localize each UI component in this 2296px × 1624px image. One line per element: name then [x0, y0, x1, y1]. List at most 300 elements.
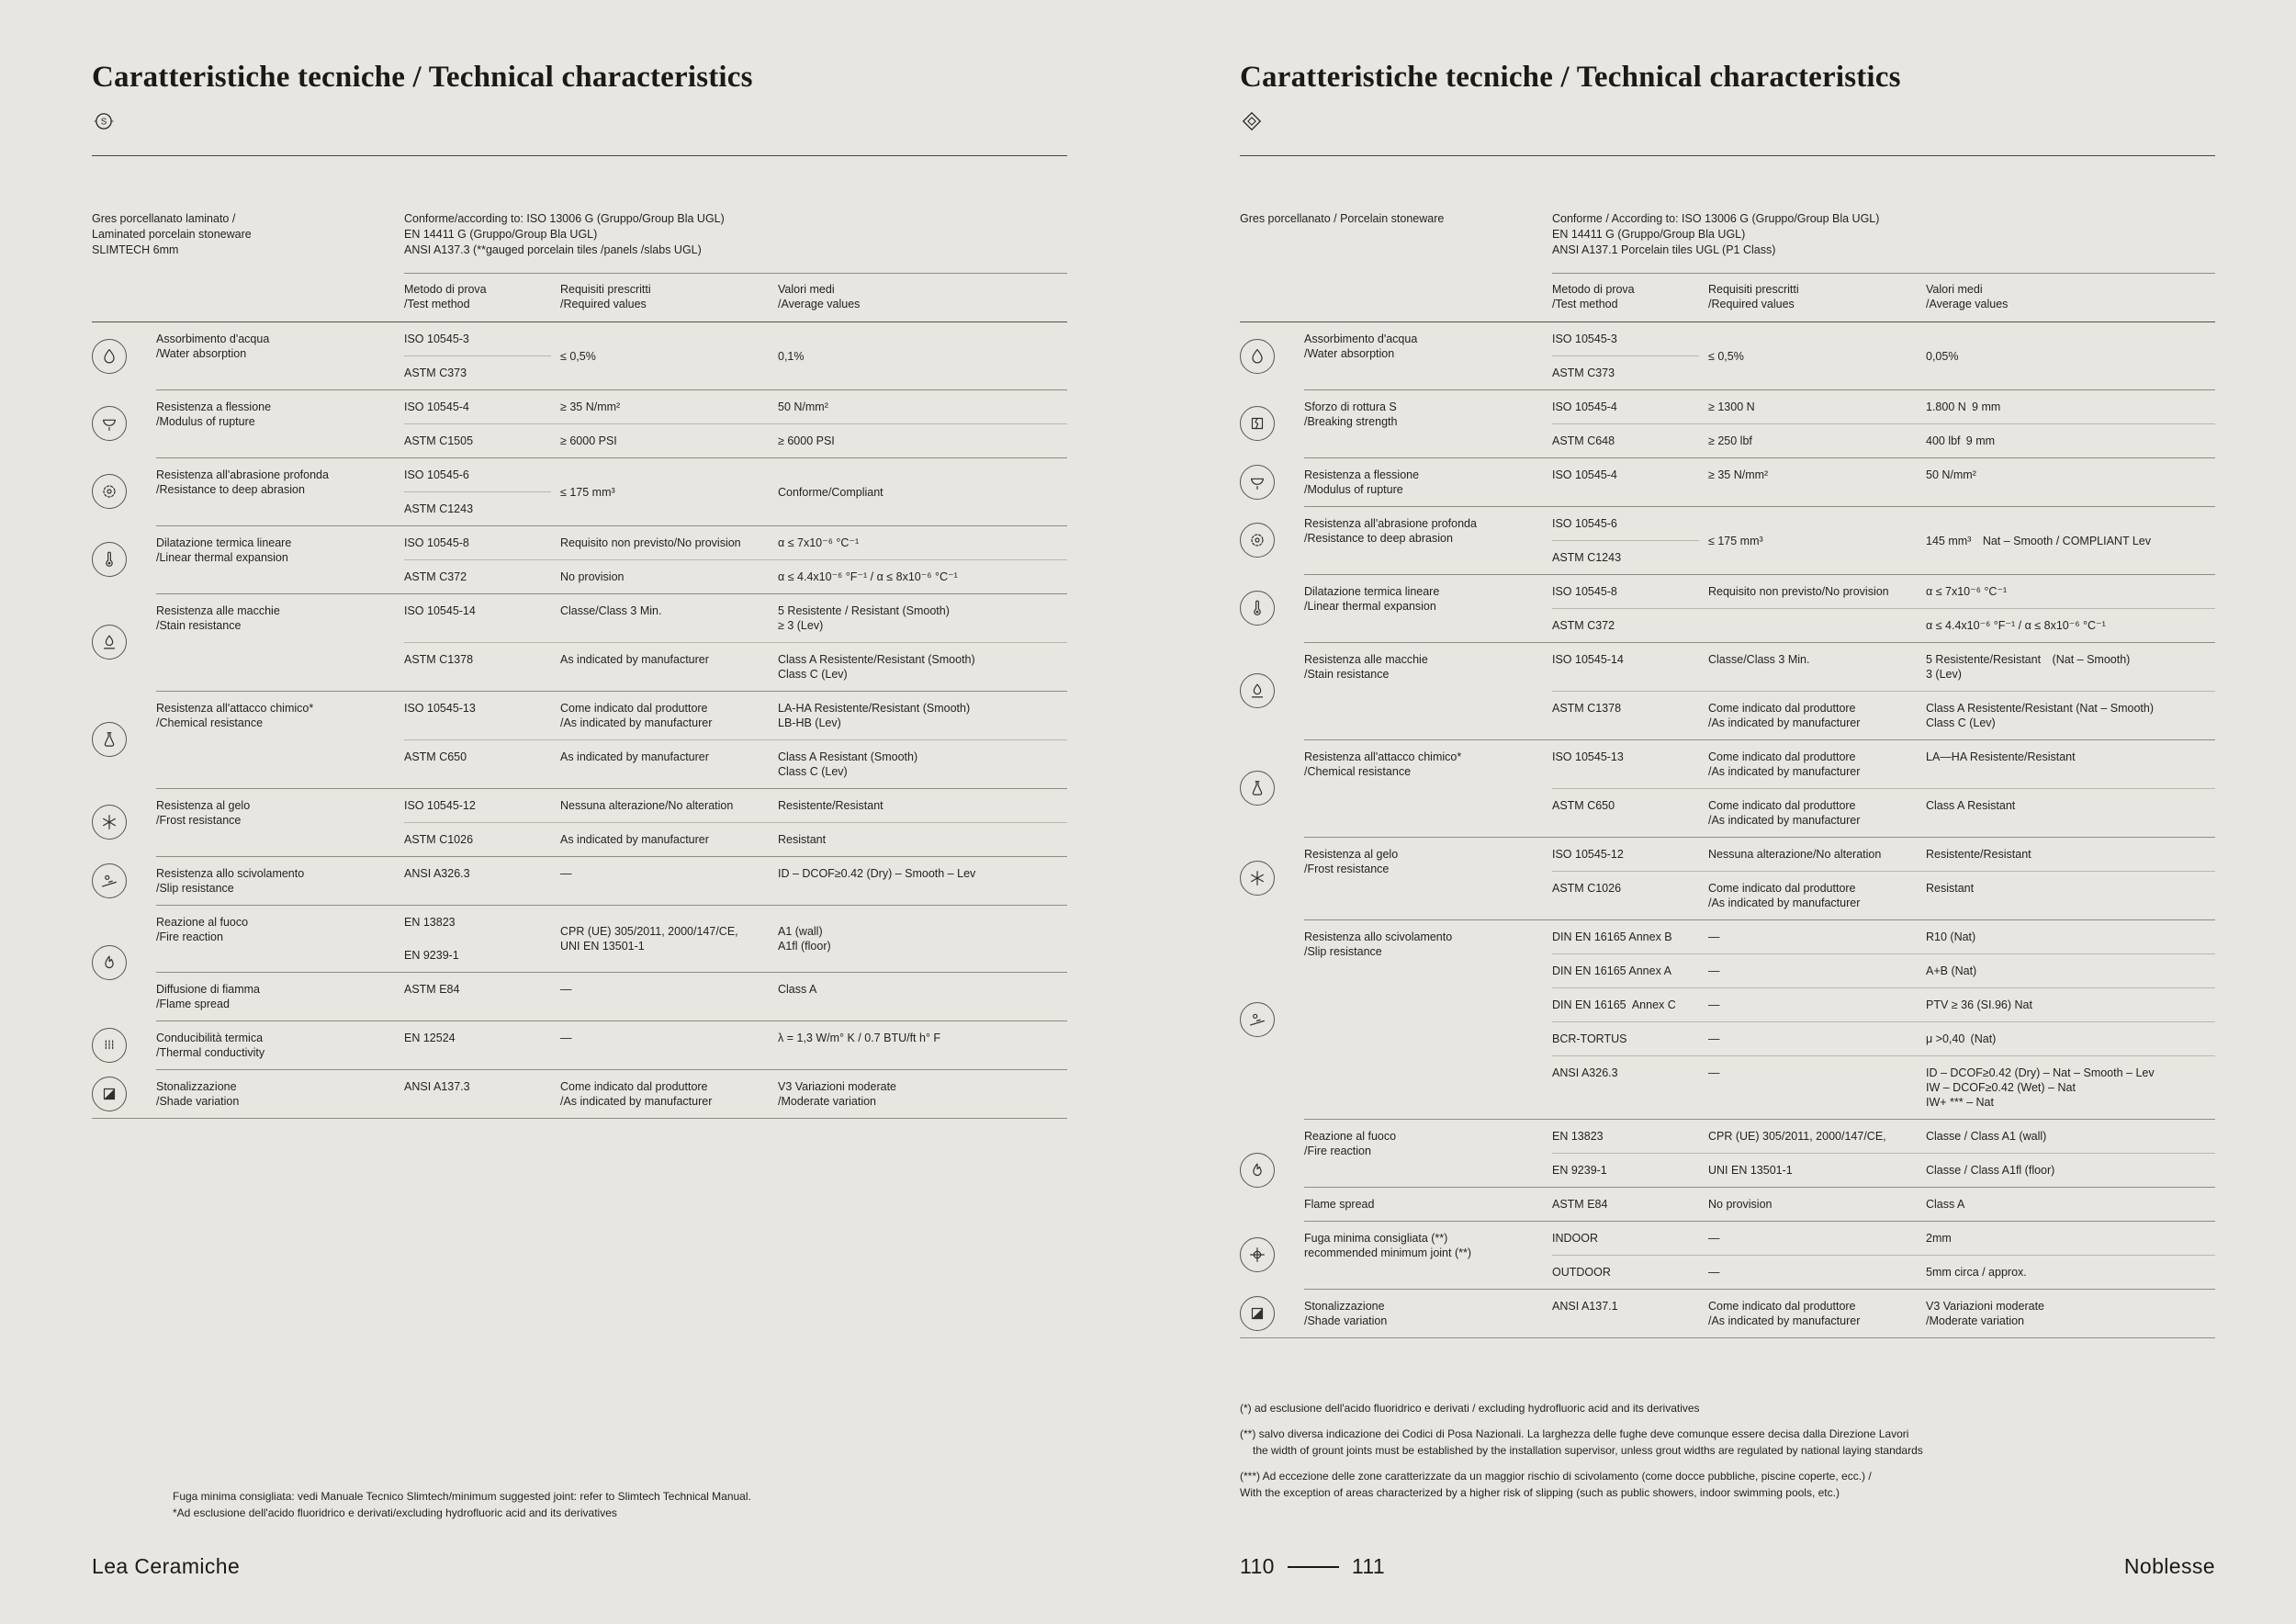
- required-value: [1708, 988, 1926, 1021]
- required-value: [1708, 789, 1926, 837]
- property-label-line: Reazione al fuoco: [156, 916, 249, 929]
- average-value: [778, 643, 1067, 691]
- property-label-line: Flame spread: [1304, 1198, 1375, 1211]
- property-label: [156, 692, 404, 788]
- property-label-line: Resistenza all'attacco chimico*: [1304, 750, 1462, 763]
- property-label-line: Sforzo di rottura S: [1304, 400, 1397, 413]
- table-row: [404, 906, 1067, 972]
- average-value: [778, 424, 1067, 457]
- required-value-line: /As indicated by manufacturer: [1708, 765, 1861, 778]
- required-value: [1708, 740, 1926, 788]
- table-row: [1552, 575, 2215, 608]
- test-method-cell: [1552, 390, 1708, 423]
- table-row: [404, 1021, 1067, 1054]
- conformity-line: EN 14411 G (Gruppo/Group Bla UGL): [1552, 228, 1746, 241]
- table-row: [404, 642, 1067, 691]
- property-label-line: /Water absorption: [156, 347, 247, 360]
- property-icon-cell: [92, 905, 156, 1021]
- average-value: [1926, 1120, 2215, 1153]
- test-method: ASTM C650: [404, 750, 467, 763]
- column-spacer: [92, 282, 404, 311]
- table-row: [1552, 871, 2215, 919]
- property-label: [156, 906, 404, 972]
- page-right: [1148, 0, 2296, 1624]
- test-method: ASTM C1026: [404, 833, 474, 846]
- required-value: [1708, 458, 1926, 491]
- test-method: OUTDOOR: [1552, 1266, 1611, 1279]
- property-label-line: /Slip resistance: [1304, 945, 1382, 958]
- page-number-left: 110: [1240, 1554, 1275, 1578]
- property-label-line: Diffusione di fiamma: [156, 983, 261, 996]
- required-value: [560, 857, 778, 890]
- property-label-line: /Water absorption: [1304, 347, 1395, 360]
- average-value: [1926, 643, 2215, 691]
- average-value-line: Class C (Lev): [778, 765, 848, 778]
- property-icon-cell: [92, 788, 156, 856]
- test-method: ASTM C1378: [404, 653, 474, 666]
- shade-icon: [92, 1077, 127, 1111]
- average-value-line: IW+ *** – Nat: [1926, 1096, 1994, 1109]
- average-value-line: 1.800 N 9 mm: [1926, 400, 2001, 413]
- property-group: [1240, 506, 2215, 574]
- average-value: [778, 560, 1067, 593]
- test-method-cell: [1552, 838, 1708, 871]
- average-value-line: /Moderate variation: [778, 1095, 877, 1108]
- property-icon-cell: [92, 457, 156, 525]
- conformity-line: Conforme / According to: ISO 13006 G (Gruppo/Group Bla UGL): [1552, 212, 1880, 225]
- test-method: ISO 10545-8: [1552, 585, 1617, 598]
- average-value-line: α ≤ 7x10⁻⁶ °C⁻¹: [778, 536, 860, 549]
- product-info: [1240, 211, 1552, 258]
- abrasion-icon: [1240, 523, 1275, 558]
- test-method: EN 9239-1: [404, 949, 459, 962]
- average-value-line: 2mm: [1926, 1232, 1952, 1245]
- required-value-line: Come indicato dal produttore: [560, 702, 708, 715]
- column-header: [1708, 282, 1926, 311]
- footnote-line: (***) Ad eccezione delle zone caratterizzate da un maggior rischio di scivolamento (come docce pubbliche, piscine coperte, ecc.) /: [1240, 1470, 1872, 1483]
- average-value-line: LB-HB (Lev): [778, 716, 841, 729]
- conductivity-icon: [92, 1028, 127, 1063]
- frost-icon: [1240, 861, 1275, 896]
- conformity-info: [1552, 211, 2215, 258]
- required-value: [560, 1070, 778, 1118]
- average-value-line: ≥ 3 (Lev): [778, 619, 824, 632]
- property-label-line: Resistenza allo scivolamento: [1304, 930, 1453, 943]
- property-label-line: Stonalizzazione: [156, 1080, 237, 1093]
- column-header: [404, 282, 560, 311]
- property-group: [1240, 837, 2215, 919]
- required-value: [1708, 643, 1926, 691]
- column-header-row: [92, 274, 1067, 321]
- test-method: ISO 10545-6: [1552, 517, 1617, 530]
- required-value: [560, 740, 778, 788]
- footnote-line: *Ad esclusione dell'acido fluoridrico e derivati/excluding hydrofluoric acid and its derivatives: [173, 1506, 617, 1519]
- property-label: [1304, 322, 1552, 389]
- required-value-line: ≥ 35 N/mm²: [1708, 468, 1769, 481]
- test-method-cell: [404, 643, 560, 691]
- property-label: [1304, 643, 1552, 739]
- required-value-line: /As indicated by manufacturer: [1708, 814, 1861, 827]
- test-method: DIN EN 16165 Annex B: [1552, 930, 1672, 943]
- required-value: [560, 340, 778, 373]
- required-value-line: UNI EN 13501-1: [1708, 1164, 1793, 1177]
- required-value: [560, 390, 778, 423]
- conformity-info: [404, 211, 1067, 258]
- average-value: [1926, 575, 2215, 608]
- property-label-line: Resistenza alle macchie: [156, 604, 280, 617]
- table-row: [1552, 953, 2215, 987]
- test-method: ISO 10545-4: [1552, 468, 1617, 481]
- required-value: [1708, 340, 1926, 373]
- property-group: [92, 788, 1067, 856]
- property-label-line: /Fire reaction: [1304, 1145, 1371, 1157]
- average-value-line: α ≤ 4.4x10⁻⁶ °F⁻¹ / α ≤ 8x10⁻⁶ °C⁻¹: [778, 570, 958, 583]
- average-value: [1926, 1222, 2215, 1255]
- average-value-line: Resistant: [778, 833, 827, 846]
- porcelain-diamond-icon: [1240, 109, 2215, 133]
- required-value-line: Come indicato dal produttore: [1708, 882, 1856, 895]
- table-row: [1552, 691, 2215, 739]
- table-row: [1552, 1021, 2215, 1055]
- test-method: ASTM C1505: [404, 434, 474, 447]
- footnote-line: the width of grount joints must be established by the installation supervisor, unless grout widths are regulated by national laying standards: [1253, 1444, 1923, 1457]
- required-value-line: Come indicato dal produttore: [1708, 1300, 1856, 1313]
- table-row: [404, 594, 1067, 642]
- required-value-line: ≤ 175 mm³: [1708, 534, 1763, 547]
- property-group: [1240, 322, 2215, 389]
- page-title: Caratteristiche tecniche / Technical characteristics: [92, 61, 753, 94]
- property-label-line: Dilatazione termica lineare: [1304, 585, 1440, 598]
- conformity-line: EN 14411 G (Gruppo/Group Bla UGL): [404, 228, 598, 241]
- required-value: [560, 1021, 778, 1054]
- test-method: ANSI A326.3: [404, 867, 470, 880]
- test-method-cell: [1552, 322, 1708, 389]
- required-value: [560, 526, 778, 559]
- table-row: [1552, 423, 2215, 457]
- table-row: [404, 423, 1067, 457]
- property-label-line: Assorbimento d'acqua: [156, 333, 270, 345]
- required-value-line: Classe/Class 3 Min.: [1708, 653, 1810, 666]
- test-method: ANSI A326.3: [1552, 1066, 1618, 1079]
- test-method: ISO 10545-4: [404, 400, 469, 413]
- property-label-line: Resistenza a flessione: [156, 400, 272, 413]
- property-label: [156, 789, 404, 856]
- average-value: [778, 1021, 1067, 1054]
- average-value: [1926, 872, 2215, 919]
- required-value-line: /As indicated by manufacturer: [560, 716, 713, 729]
- required-value-line: CPR (UE) 305/2011, 2000/147/CE,: [560, 925, 738, 938]
- average-value: [778, 740, 1067, 788]
- required-value-line: UNI EN 13501-1: [560, 940, 645, 953]
- average-value-line: A+B (Nat): [1926, 964, 1977, 977]
- property-group: [1240, 919, 2215, 1119]
- property-label-line: /Chemical resistance: [156, 716, 264, 729]
- test-method-cell: [1552, 1256, 1708, 1289]
- average-value: [1926, 1022, 2215, 1055]
- property-label-line: /Chemical resistance: [1304, 765, 1412, 778]
- test-method: ASTM E84: [404, 983, 460, 996]
- property-icon-cell: [1240, 739, 1304, 837]
- conformity-line: ANSI A137.3 (**gauged porcelain tiles /panels /slabs UGL): [404, 243, 702, 256]
- property-label-line: Stonalizzazione: [1304, 1300, 1385, 1313]
- footnotes: [1240, 1400, 2215, 1510]
- table-row: [1552, 740, 2215, 788]
- property-label: [1304, 740, 1552, 837]
- test-method: ISO 10545-3: [404, 333, 469, 345]
- required-value: [1708, 1290, 1926, 1337]
- column-header-line: /Average values: [1926, 298, 2009, 310]
- test-method: ASTM E84: [1552, 1198, 1608, 1211]
- table-row: [1552, 643, 2215, 691]
- average-value: [778, 526, 1067, 559]
- required-value-line: As indicated by manufacturer: [560, 653, 709, 666]
- test-method-cell: [404, 560, 560, 593]
- required-value-line: /As indicated by manufacturer: [1708, 1314, 1861, 1327]
- test-method: ANSI A137.3: [404, 1080, 470, 1093]
- footnote-line: (*) ad esclusione dell'acido fluoridrico e derivati / excluding hydrofluoric acid and its derivatives: [1240, 1402, 1700, 1415]
- test-method-cell: [1552, 643, 1708, 691]
- average-value: [778, 340, 1067, 373]
- test-method-cell: [1552, 789, 1708, 837]
- property-icon-cell: [1240, 322, 1304, 389]
- average-value: [1926, 954, 2215, 987]
- required-value-line: /As indicated by manufacturer: [560, 1095, 713, 1108]
- average-value-line: ID – DCOF≥0.42 (Dry) – Nat – Smooth – Lev: [1926, 1066, 2155, 1079]
- test-method-cell: [1552, 1290, 1708, 1337]
- test-method: EN 13823: [404, 916, 456, 929]
- average-value-line: Resistente/Resistant: [1926, 848, 2032, 861]
- test-method-cell: [404, 424, 560, 457]
- average-value-line: α ≤ 4.4x10⁻⁶ °F⁻¹ / α ≤ 8x10⁻⁶ °C⁻¹: [1926, 619, 2106, 632]
- average-value-line: Resistente/Resistant: [778, 799, 884, 812]
- test-method: ASTM C373: [1552, 355, 1699, 389]
- average-value-line: Class A Resistente/Resistant (Smooth): [778, 653, 975, 666]
- property-icon-cell: [1240, 389, 1304, 457]
- average-value-line: LA-HA Resistente/Resistant (Smooth): [778, 702, 971, 715]
- average-value-line: 145 mm³ Nat – Smooth / COMPLIANT Lev: [1926, 534, 2151, 547]
- column-header-line: Valori medi: [778, 283, 835, 296]
- average-value: [1926, 524, 2215, 558]
- average-value-line: μ >0,40 (Nat): [1926, 1032, 1997, 1045]
- test-method: ISO 10545-3: [1552, 333, 1617, 345]
- footnote-line: Fuga minima consigliata: vedi Manuale Tecnico Slimtech/minimum suggested joint: refer to Slimtech Technical Manual.: [173, 1490, 751, 1503]
- property-label-line: /Resistance to deep abrasion: [156, 483, 305, 496]
- average-value: [1926, 458, 2215, 491]
- required-value-line: ≤ 175 mm³: [560, 485, 615, 499]
- property-icon-cell: [1240, 457, 1304, 506]
- average-value-line: 5 Resistente/Resistant (Nat – Smooth): [1926, 653, 2131, 666]
- test-method: ASTM C650: [1552, 799, 1615, 812]
- table-row: [1552, 1290, 2215, 1337]
- property-label: [1304, 1120, 1552, 1187]
- property-label-line: /Stain resistance: [156, 619, 242, 632]
- test-method-cell: [1552, 988, 1708, 1021]
- required-value: [1708, 575, 1926, 608]
- required-value: [560, 560, 778, 593]
- average-value: [778, 692, 1067, 739]
- property-icon-cell: [1240, 506, 1304, 574]
- test-method: BCR-TORTUS: [1552, 1032, 1627, 1045]
- test-method: EN 9239-1: [1552, 1164, 1607, 1177]
- table-row: [404, 789, 1067, 822]
- product-line: Gres porcellanato / Porcelain stoneware: [1240, 212, 1445, 225]
- required-value-line: —: [560, 983, 572, 996]
- title-rule: [1240, 155, 2215, 156]
- table-row: [1552, 458, 2215, 491]
- required-value-line: —: [1708, 930, 1720, 943]
- property-label-line: /Slip resistance: [156, 882, 234, 895]
- property-label: [1304, 1290, 1552, 1337]
- property-label: [156, 1070, 404, 1118]
- table-row: [404, 822, 1067, 856]
- stain-icon: [92, 625, 127, 660]
- footnote: [1240, 1426, 2215, 1459]
- property-label-line: /Thermal conductivity: [156, 1046, 265, 1059]
- property-group: [1240, 642, 2215, 739]
- column-header-line: /Test method: [1552, 298, 1618, 310]
- test-method: ISO 10545-6: [404, 468, 469, 481]
- property-label-line: Resistenza all'abrasione profonda: [156, 468, 329, 481]
- footnote: [1240, 1468, 2215, 1501]
- chemical-icon: [92, 722, 127, 757]
- required-value: [1708, 609, 1926, 642]
- page-title: Caratteristiche tecniche / Technical characteristics: [1240, 61, 1901, 94]
- property-label: [156, 322, 404, 389]
- test-method-cell: [404, 789, 560, 822]
- average-value-line: Conforme/Compliant: [778, 485, 884, 499]
- table-row: [1552, 1222, 2215, 1255]
- required-value: [560, 823, 778, 856]
- test-method-cell: [404, 594, 560, 642]
- required-value-line: —: [1708, 1266, 1720, 1279]
- required-value-line: No provision: [1708, 1198, 1773, 1211]
- test-method-cell: [404, 906, 560, 972]
- test-method-cell: [404, 973, 560, 1006]
- table-row: [1552, 608, 2215, 642]
- column-header-line: Requisiti prescritti: [1708, 283, 1799, 296]
- property-group: [92, 905, 1067, 1021]
- average-value-line: Classe / Class A1 (wall): [1926, 1130, 2047, 1143]
- required-value-line: Nessuna alterazione/No alteration: [1708, 848, 1882, 861]
- required-value-line: —: [1708, 964, 1720, 977]
- property-label: [1304, 390, 1552, 457]
- required-value-line: —: [1708, 1032, 1720, 1045]
- required-value: [1708, 524, 1926, 558]
- column-header-line: /Test method: [404, 298, 470, 310]
- required-value-line: As indicated by manufacturer: [560, 750, 709, 763]
- test-method-cell: [1552, 1154, 1708, 1187]
- table-row: [404, 857, 1067, 890]
- average-value: [1926, 1056, 2215, 1119]
- average-value-line: 5mm circa / approx.: [1926, 1266, 2027, 1279]
- table-row: [1552, 1188, 2215, 1221]
- test-method: DIN EN 16165 Annex C: [1552, 998, 1676, 1011]
- property-label: [1304, 1188, 1552, 1221]
- property-label-line: Resistenza a flessione: [1304, 468, 1420, 481]
- required-value-line: ≤ 0,5%: [560, 349, 596, 363]
- property-label-line: Dilatazione termica lineare: [156, 536, 292, 549]
- required-value-line: Requisito non previsto/No provision: [560, 536, 741, 549]
- property-label-line: /Shade variation: [156, 1095, 240, 1108]
- column-header: [1552, 282, 1708, 311]
- fire-icon: [92, 945, 127, 980]
- property-group: [1240, 389, 2215, 457]
- average-value-line: 0,1%: [778, 349, 805, 363]
- property-label-line: /Modulus of rupture: [1304, 483, 1403, 496]
- column-header-line: /Average values: [778, 298, 861, 310]
- property-label-line: Resistenza all'abrasione profonda: [1304, 517, 1477, 530]
- product-info: [92, 211, 404, 258]
- required-value-line: CPR (UE) 305/2011, 2000/147/CE,: [1708, 1130, 1886, 1143]
- average-value-line: Class A: [1926, 1198, 1965, 1211]
- required-value-line: As indicated by manufacturer: [560, 833, 709, 846]
- average-value: [1926, 692, 2215, 739]
- test-method: ASTM C1378: [1552, 702, 1622, 715]
- average-value-line: 0,05%: [1926, 349, 1959, 363]
- table-row: [1552, 1153, 2215, 1187]
- joint-icon: [1240, 1237, 1275, 1272]
- test-method: ISO 10545-8: [404, 536, 469, 549]
- average-value: [1926, 1290, 2215, 1337]
- average-value-line: PTV ≥ 36 (SI.96) Nat: [1926, 998, 2032, 1011]
- page-number-dash: [1288, 1566, 1339, 1568]
- table-row: [404, 973, 1067, 1006]
- required-value-line: Come indicato dal produttore: [1708, 750, 1856, 763]
- technical-table: [1240, 321, 2215, 1338]
- average-value: [1926, 838, 2215, 871]
- property-label-line: /Resistance to deep abrasion: [1304, 532, 1453, 545]
- property-label: [156, 1021, 404, 1069]
- required-value: [560, 915, 778, 963]
- average-value-line: A1fl (floor): [778, 940, 831, 953]
- average-value-line: Classe / Class A1fl (floor): [1926, 1164, 2055, 1177]
- table-row: [1552, 987, 2215, 1021]
- test-method-cell: [1552, 424, 1708, 457]
- table-row: [404, 739, 1067, 788]
- property-label-line: /Modulus of rupture: [156, 415, 255, 428]
- abrasion-icon: [92, 474, 127, 509]
- property-icon-cell: [1240, 1119, 1304, 1221]
- required-value-line: ≥ 250 lbf: [1708, 434, 1752, 447]
- test-method: ISO 10545-13: [1552, 750, 1624, 763]
- average-value: [1926, 340, 2215, 373]
- table-row: [404, 458, 1067, 525]
- required-value-line: Classe/Class 3 Min.: [560, 604, 662, 617]
- water-drop-icon: [1240, 339, 1275, 374]
- footnote: [173, 1488, 1038, 1521]
- flexion-icon: [92, 406, 127, 441]
- test-method: ASTM C1243: [1552, 540, 1699, 574]
- column-header-line: Valori medi: [1926, 283, 1983, 296]
- test-method-cell: [1552, 872, 1708, 919]
- property-label-line: Resistenza allo scivolamento: [156, 867, 305, 880]
- column-spacer: [1240, 282, 1552, 311]
- test-method-cell: [404, 740, 560, 788]
- table-row: [1552, 838, 2215, 871]
- breaking-icon: [1240, 406, 1275, 441]
- average-value-line: R10 (Nat): [1926, 930, 1976, 943]
- property-icon-cell: [92, 1069, 156, 1118]
- table-row: [404, 692, 1067, 739]
- test-method-cell: [1552, 507, 1708, 574]
- required-value: [1708, 1022, 1926, 1055]
- average-value: [778, 823, 1067, 856]
- average-value-line: α ≤ 7x10⁻⁶ °C⁻¹: [1926, 585, 2008, 598]
- property-icon-cell: [1240, 919, 1304, 1119]
- required-value-line: ≥ 35 N/mm²: [560, 400, 621, 413]
- property-group: [92, 593, 1067, 691]
- average-value-line: Class A: [778, 983, 817, 996]
